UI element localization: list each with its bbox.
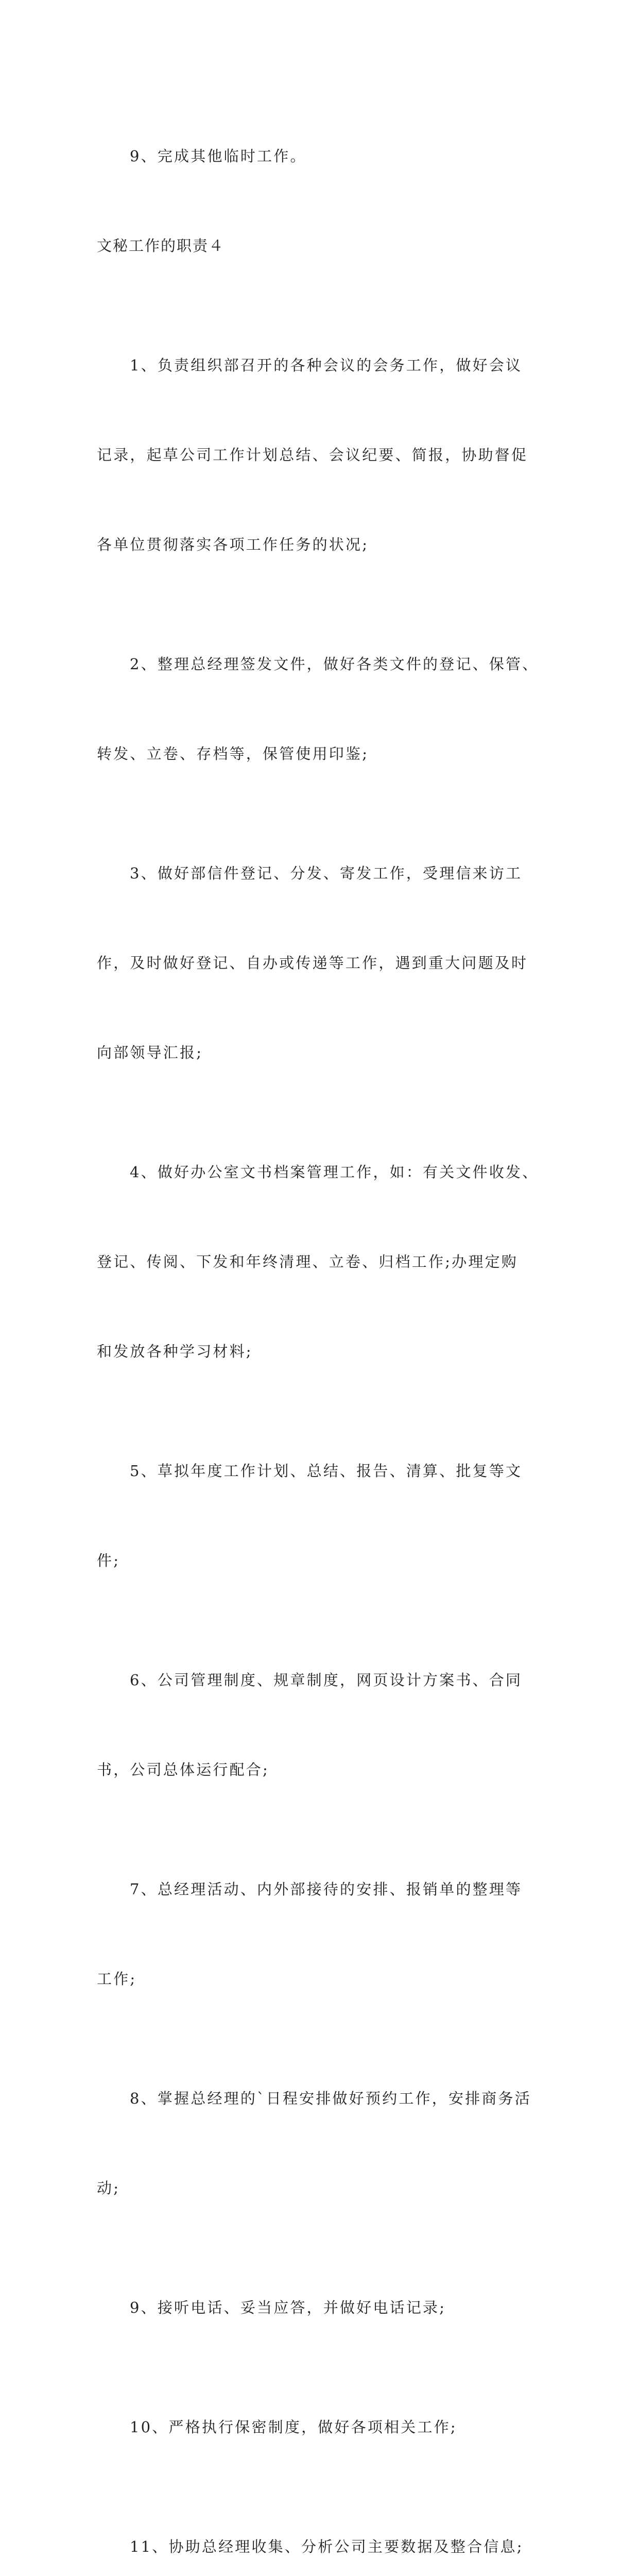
item-3-line-3: 向部领导汇报; (97, 1044, 203, 1061)
item-2-line-1: 2、整理总经理签发文件，做好各类文件的登记、保管、 (130, 655, 539, 673)
item-6-line-2: 书，公司总体运行配合; (97, 1761, 269, 1778)
item-3-line-2: 作，及时做好登记、自办或传递等工作，遇到重大问题及时 (97, 954, 528, 972)
item-4-line-2: 登记、传阅、下发和年终清理、立卷、归档工作;办理定购 (97, 1253, 518, 1270)
item-5-line-1: 5、草拟年度工作计划、总结、报告、清算、批复等文 (130, 1462, 523, 1480)
item-10-line-1: 10、严格执行保密制度，做好各项相关工作; (130, 2418, 457, 2436)
item-5-line-2: 件; (97, 1552, 120, 1569)
item-7-line-1: 7、总经理活动、内外部接待的安排、报销单的整理等 (130, 1880, 523, 1898)
item-4-line-3: 和发放各种学习材料; (97, 1343, 253, 1360)
document-body (97, 81, 541, 2576)
item-1-line-1: 1、负责组织部召开的各种会议的会务工作，做好会议 (130, 357, 523, 374)
intro-line: 9、完成其他临时工作。 (130, 147, 307, 165)
item-7-line-2: 工作; (97, 1970, 137, 1988)
item-3-line-1: 3、做好部信件登记、分发、寄发工作，受理信来访工 (130, 865, 523, 882)
item-8-line-2: 动; (97, 2179, 120, 2197)
item-1-line-2: 记录，起草公司工作计划总结、会议纪要、简报，协助督促 (97, 446, 528, 464)
section-title: 文秘工作的职责４ (97, 237, 225, 255)
item-2-line-2: 转发、立卷、存档等，保管使用印鉴; (97, 745, 369, 762)
item-11-line-1: 11、协助总经理收集、分析公司主要数据及整合信息; (130, 2538, 524, 2555)
item-4-line-1: 4、做好办公室文书档案管理工作，如：有关文件收发、 (130, 1163, 539, 1181)
item-8-line-1: 8、掌握总经理的`日程安排做好预约工作，安排商务活 (130, 2090, 531, 2107)
item-9-line-1: 9、接听电话、妥当应答，并做好电话记录; (130, 2299, 446, 2316)
item-6-line-1: 6、公司管理制度、规章制度，网页设计方案书、合同 (130, 1671, 523, 1689)
item-1-line-3: 各单位贯彻落实各项工作任务的状况; (97, 536, 369, 553)
